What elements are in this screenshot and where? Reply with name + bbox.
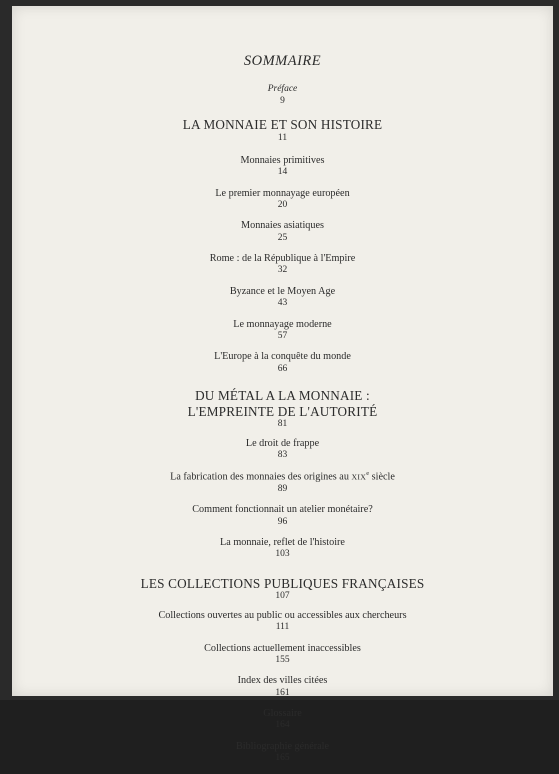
toc-entry [12,676,553,698]
entry-page: 9 [280,95,285,106]
entry-title: Le droit de frappe [245,437,320,449]
entry-page: 103 [275,549,290,560]
toc-part-1 [12,117,553,143]
entry-page: 57 [277,330,288,341]
toc-entry [12,439,553,461]
superscript: e [366,470,370,478]
toc-entry-preface [12,85,553,106]
part-title: LA MONNAIE ET SON HISTOIRE [182,117,383,132]
entry-page: 96 [277,516,288,527]
entry-page: 165 [275,752,290,763]
entry-page: 32 [277,265,288,276]
entry-title: Rome : de la République à l'Empire [209,253,356,265]
toc-entry [12,320,553,342]
entry-page: 83 [277,449,288,460]
part-title-line-2: L'EMPREINTE DE L'AUTORITÉ [187,403,378,419]
toc-entry [12,352,553,374]
entry-title: Byzance et le Moyen Age [229,285,336,297]
entry-title: Bibliographie générale [235,740,330,752]
entry-title: Collections actuellement inaccessibles [204,642,361,654]
part-title-line-1: DU MÉTAL A LA MONNAIE : [195,388,370,403]
entry-title [12,471,553,483]
toc-entry [12,709,553,731]
century-numeral: XIX [351,472,367,482]
entry-page: 14 [277,167,288,178]
toc-entry [12,156,553,178]
toc-part-3 [12,576,553,602]
entry-title: La monnaie, reflet de l'histoire [220,537,345,549]
part-page: 81 [277,419,288,430]
entry-page: 20 [277,199,288,210]
toc-entry [12,644,553,666]
part-page: 107 [275,591,290,602]
entry-title: Comment fonctionnait un atelier monétaire? [192,504,373,516]
toc-entry [12,189,553,211]
toc-part-2 [12,388,553,430]
entry-page: 43 [277,298,288,309]
part-page: 11 [277,132,288,143]
entry-title: Monnaies asiatiques [241,220,324,232]
toc-entry [12,471,553,494]
entry-title: Collections ouvertes au public ou accessibles aux chercheurs [158,609,407,621]
part-title: LES COLLECTIONS PUBLIQUES FRANÇAISES [140,575,425,591]
toc-entry [12,505,553,527]
entry-title: Glossaire [263,708,302,720]
toc-entry [12,538,553,560]
entry-page: 89 [277,483,288,494]
table-of-contents [12,53,553,774]
entry-title: Préface [267,84,298,94]
entry-title: Le premier monnayage européen [215,187,350,199]
entry-page: 111 [275,622,290,633]
toc-entry [12,254,553,276]
entry-title-suffix: siècle [369,471,395,483]
toc-heading: SOMMAIRE [243,53,322,69]
entry-page: 155 [275,654,290,665]
entry-title: Monnaies primitives [240,155,325,167]
toc-entry [12,611,553,633]
entry-title: Index des villes citées [237,675,328,687]
entry-page: 161 [275,687,290,698]
entry-page: 66 [277,363,288,374]
entry-page: 164 [275,720,290,731]
entry-title-text: La fabrication des monnaies des origines au [170,471,352,483]
entry-title: L'Europe à la conquête du monde [214,351,351,363]
toc-entry [12,221,553,243]
toc-entry [12,742,553,764]
entry-page: 25 [277,232,288,243]
entry-title: Le monnayage moderne [233,318,332,330]
book-page [12,6,553,763]
toc-entry [12,287,553,309]
